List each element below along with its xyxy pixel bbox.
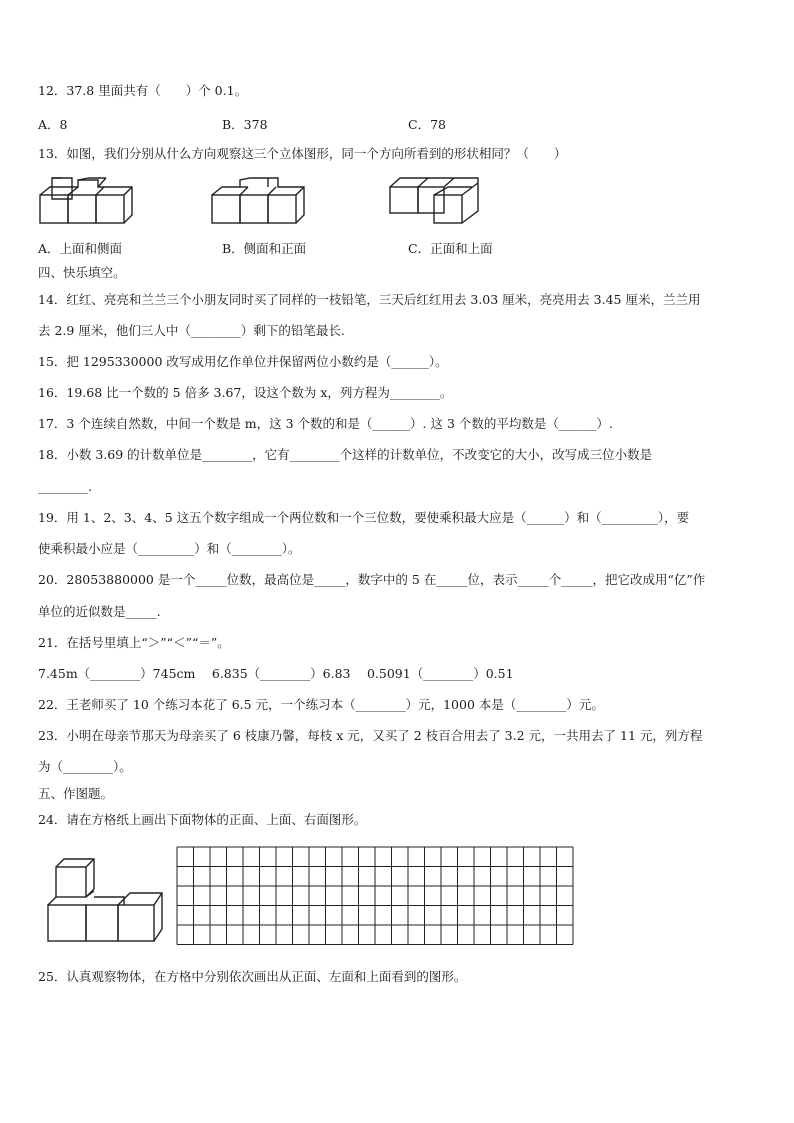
q15: 15．把 1295330000 改写成用亿作单位并保留两位小数约是（______）。 <box>38 354 448 369</box>
q13-figure-a <box>38 175 134 227</box>
q19-line2: 使乘积最小应是（_________）和（________）。 <box>38 541 301 556</box>
q24-stem: 24．请在方格纸上画出下面物体的正面、上面、右面图形。 <box>38 812 367 827</box>
q12-option-a: A．8 <box>38 117 68 132</box>
q18-line2: ________. <box>38 479 92 494</box>
q20-line1: 20．28053880000 是一个_____位数，最高位是_____，数字中的 5 在_____位，表示_____个_____，把它改成用“亿”作 <box>38 572 706 587</box>
q19-line1: 19．用 1、2、3、4、5 这五个数字组成一个两位数和一个三位数，要使乘积最大应是（______）和（_________），要 <box>38 510 690 525</box>
q23-line2: 为（________）。 <box>38 759 132 774</box>
q24-grid-paper <box>176 846 576 946</box>
q12-option-b: B．378 <box>222 117 268 132</box>
q21-items: 7.45m（________）745cm 6.835（________）6.83 0.5091（________）0.51 <box>38 666 514 681</box>
q13-option-b: B．侧面和正面 <box>222 241 307 256</box>
q17: 17．3 个连续自然数，中间一个数是 m，这 3 个数的和是（______）. 这 3 个数的平均数是（______）. <box>38 416 613 431</box>
q13-option-a: A．上面和侧面 <box>38 241 123 256</box>
q13-figure-b <box>210 175 306 227</box>
section-4-heading: 四、快乐填空。 <box>38 265 126 280</box>
q13-figure-c <box>388 175 484 227</box>
q18-line1: 18．小数 3.69 的计数单位是________，它有________个这样的计数单位，不改变它的大小，改写成三位小数是 <box>38 447 653 462</box>
q13-option-c: C．正面和上面 <box>408 241 493 256</box>
q21-stem: 21．在括号里填上“＞”“＜”“＝”。 <box>38 635 230 650</box>
section-5-heading: 五、作图题。 <box>38 786 114 801</box>
q23-line1: 23．小明在母亲节那天为母亲买了 6 枝康乃馨，每枝 x 元，又买了 2 枝百合用去了 3.2 元，一共用去了 11 元，列方程 <box>38 728 703 743</box>
q22: 22．王老师买了 10 个练习本花了 6.5 元，一个练习本（________）元，1000 本是（________）元。 <box>38 697 604 712</box>
q20-line2: 单位的近似数是_____. <box>38 604 161 619</box>
q14-line2: 去 2.9 厘米，他们三人中（________）剩下的铅笔最长. <box>38 323 345 338</box>
q12-stem: 12．37.8 里面共有（ ）个 0.1。 <box>38 83 248 98</box>
q14-line1: 14．红红、亮亮和兰兰三个小朋友同时买了同样的一枝铅笔，三天后红红用去 3.03 厘米，亮亮用去 3.45 厘米，兰兰用 <box>38 292 701 307</box>
q13-stem: 13．如图，我们分别从什么方向观察这三个立体图形，同一个方向所看到的形状相同？（ ） <box>38 146 567 161</box>
q16: 16．19.68 比一个数的 5 倍多 3.67，设这个数为 x，列方程为________。 <box>38 385 453 400</box>
q12-option-c: C．78 <box>408 117 446 132</box>
q24-cube-figure <box>44 853 168 945</box>
q25-stem: 25．认真观察物体，在方格中分别依次画出从正面、左面和上面看到的图形。 <box>38 969 467 984</box>
